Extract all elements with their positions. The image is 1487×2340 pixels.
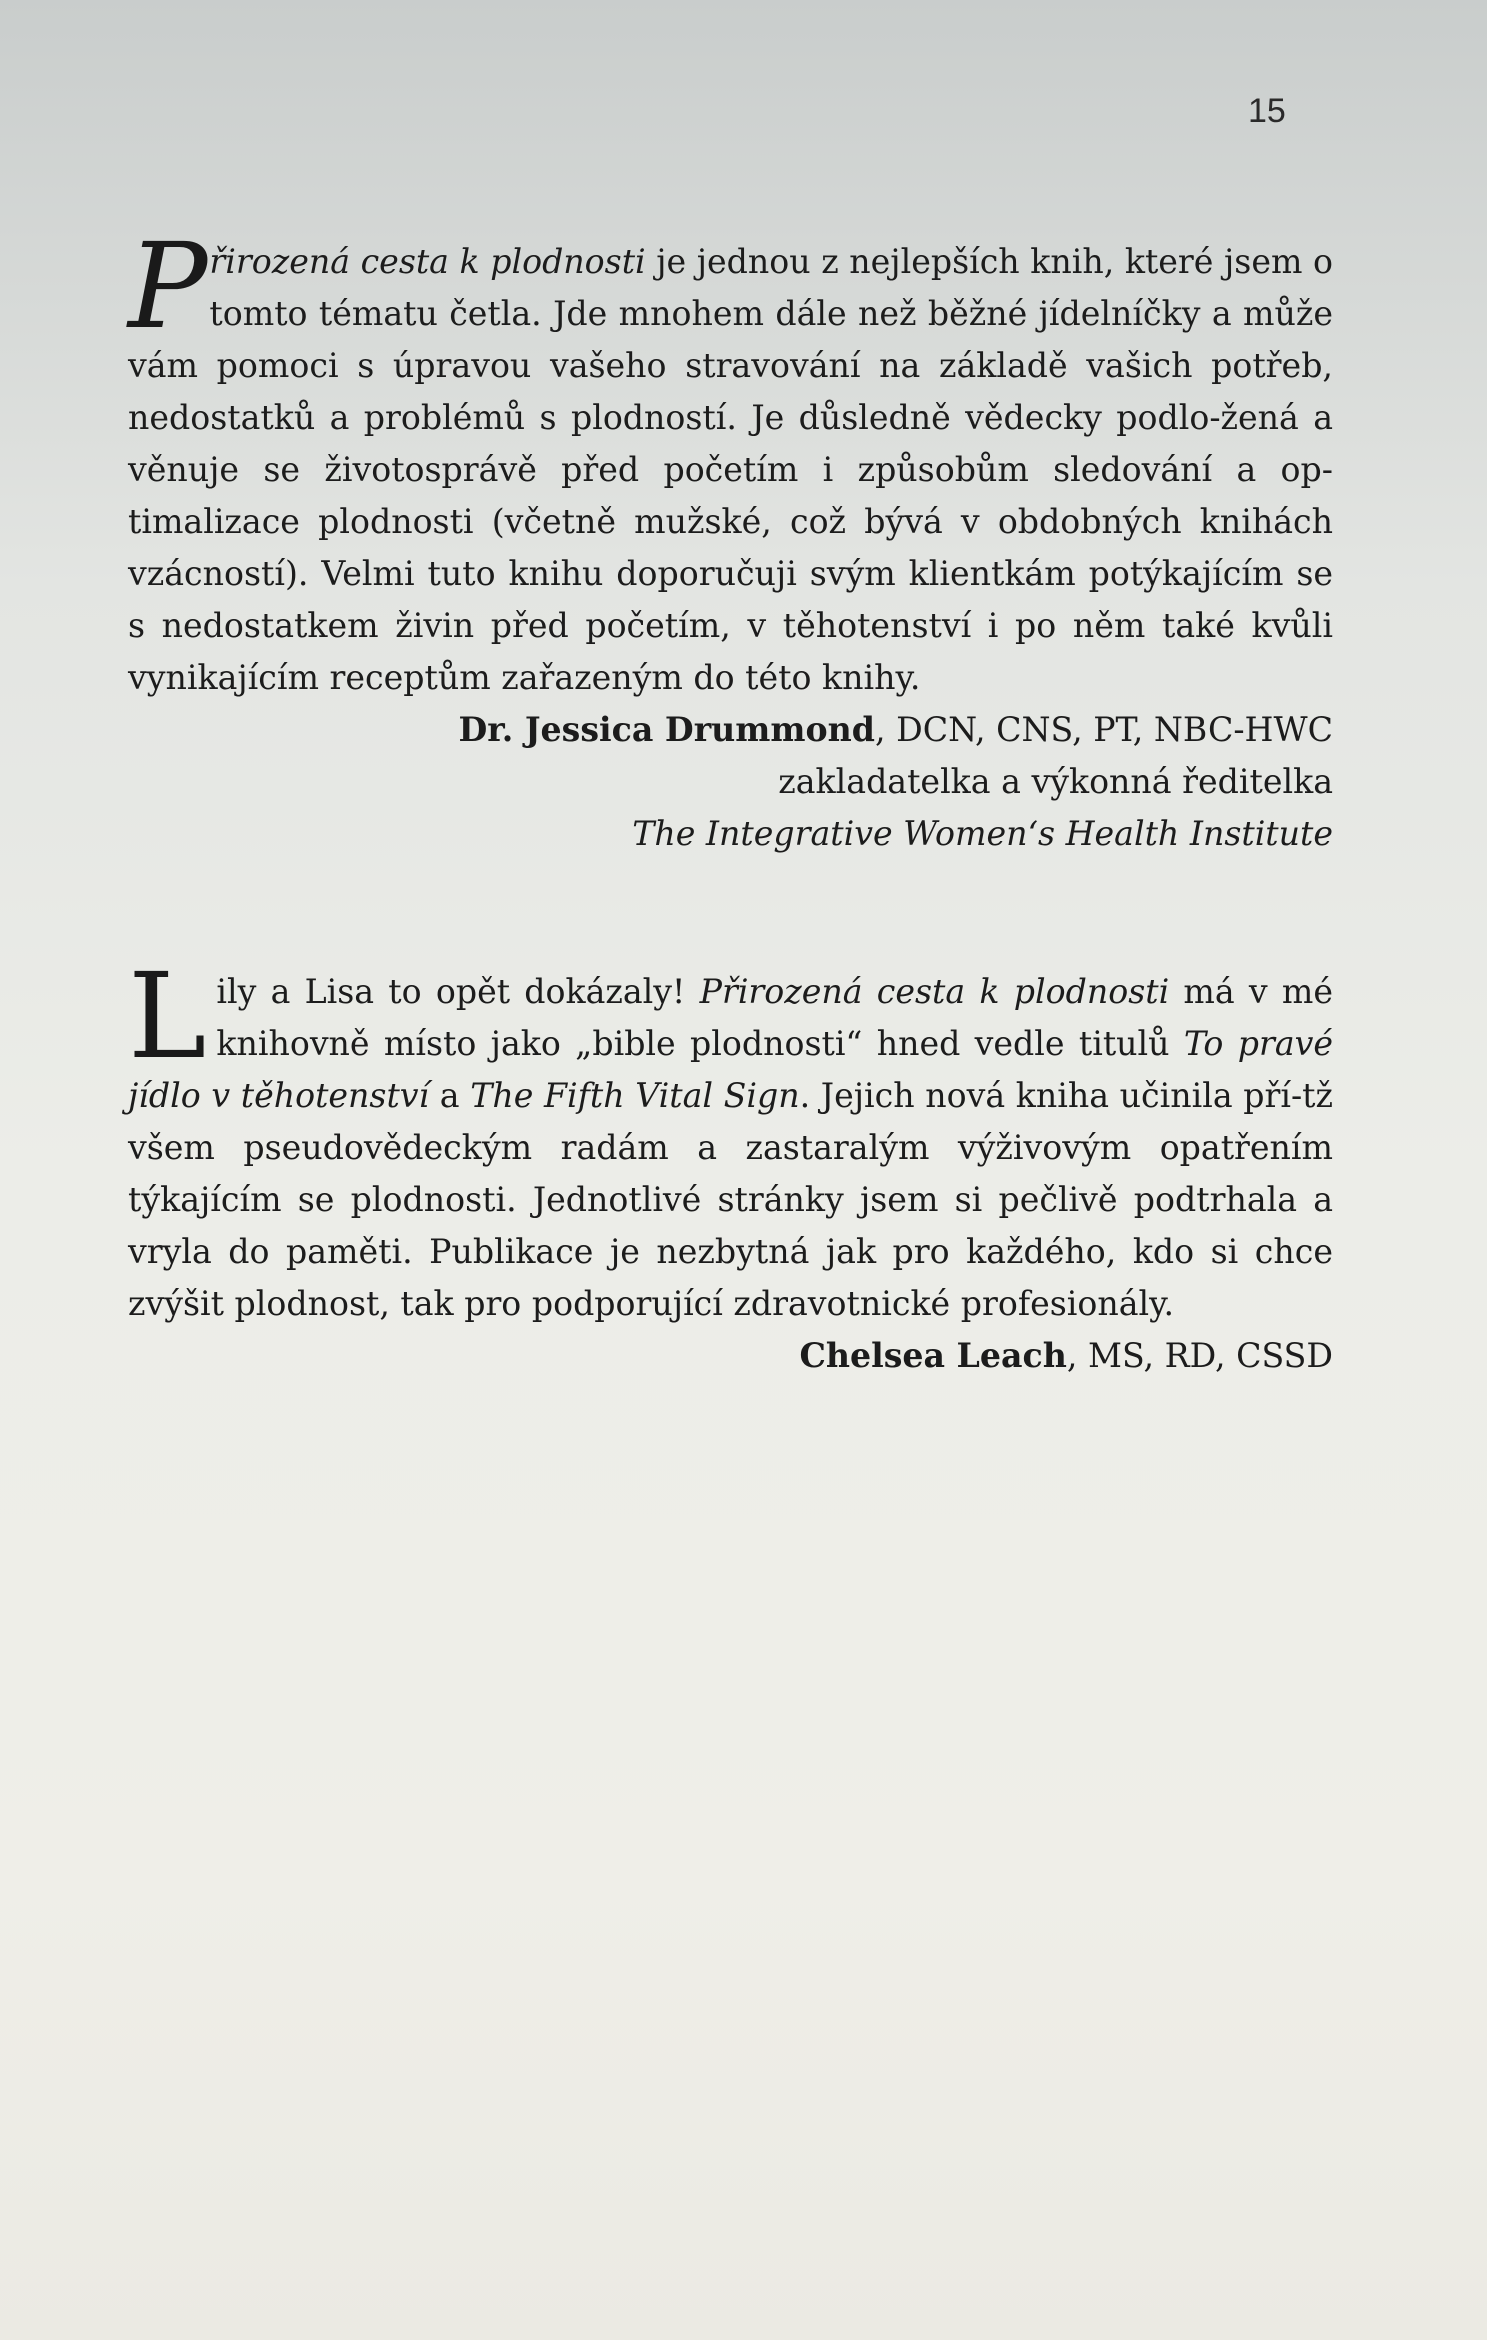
book-title: Přirozená cesta k plodnosti xyxy=(699,972,1170,1011)
endorsement-quote xyxy=(128,217,1333,704)
book-title: To pravé jídlo v těhotenství xyxy=(128,1024,1334,1115)
attribution xyxy=(128,1330,1333,1382)
attribution-line xyxy=(128,704,1333,756)
drop-cap-letter: P xyxy=(128,217,208,355)
book-title: řirozená cesta k plodnosti xyxy=(209,242,646,281)
author-role: zakladatelka a výkonná ředitelka xyxy=(778,762,1333,801)
drop-cap-letter: L xyxy=(128,947,207,1085)
quote-text: má v mé knihovně místo jako „bible plodnosti“ hned vedle titulů xyxy=(216,972,1334,1063)
endorsement-leach xyxy=(128,947,1334,1382)
author-credentials: , DCN, CNS, PT, NBC-HWC xyxy=(875,710,1333,749)
author-organization: The Integrative Women‘s Health Institute xyxy=(632,814,1333,853)
page-number: 15 xyxy=(1248,92,1286,130)
quote-text: a xyxy=(429,1076,471,1115)
book-title: The Fifth Vital Sign xyxy=(470,1076,800,1115)
author-name: Dr. Jessica Drummond xyxy=(458,710,876,749)
author-credentials: , MS, RD, CSSD xyxy=(1066,1336,1333,1375)
author-name: Chelsea Leach xyxy=(799,1336,1067,1375)
quote-text: ily a Lisa to opět dokázaly! xyxy=(216,972,700,1011)
attribution xyxy=(128,704,1333,860)
endorsement-drummond xyxy=(128,217,1333,860)
quote-text: je jednou z nejlepších knih, které jsem o tomto tématu četla. Jde mnohem dále než běžné jídelníčky a může vám pomoci s úpravou vašeho stravování na základě vašich potřeb, nedostatků a problémů s plodností. Je důsledně vědecky podlo-žená a věnuje se životosprávě před početím i způsobům sledování a op-timalizace plodnosti (včetně mužské, což bývá v obdobných knihách vzácností). Velmi tuto knihu doporučuji svým klientkám potýkajícím se s nedostatkem živin před početím, v těhotenství i po něm také kvůli vynikajícím receptům zařazeným do této knihy. xyxy=(128,242,1333,697)
endorsement-quote xyxy=(128,947,1334,1330)
attribution-line xyxy=(128,1330,1333,1382)
quote-text: . Jejich nová kniha učinila pří-tž všem pseudovědeckým radám a zastaralým výživovým opatřením týkajícím se plodnosti. Jednotlivé stránky jsem si pečlivě podtrhala a vryla do paměti. Publikace je nezbytná jak pro každého, kdo si chce zvýšit plodnost, tak pro podporující zdravotnické profesionály. xyxy=(128,1076,1333,1323)
